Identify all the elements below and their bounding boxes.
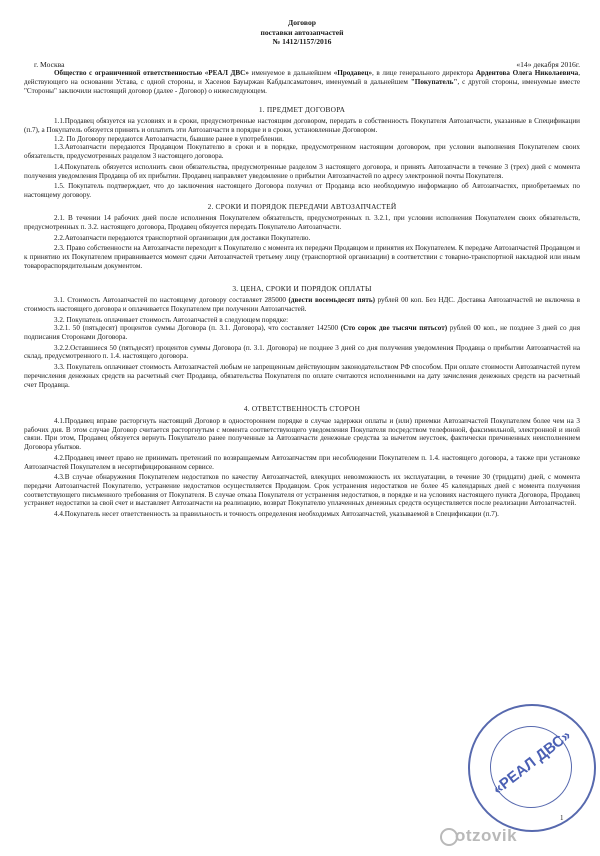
contract-document — [24, 18, 580, 519]
clause-3-2: 3.2. Покупатель оплачивает стоимость Автозапчастей в следующем порядке: — [54, 315, 289, 324]
place-date-row — [24, 61, 580, 70]
watermark-text: otzovik — [455, 826, 518, 845]
clause-4-4: 4.4.Покупатель несет ответственность за правильность и точность определения необходимых Автозапчастей, указываемой в Спецификации (п.7). — [54, 510, 499, 519]
clause-1-3: 1.3.Автозапчасти передаются Продавцом Покупателю в сроки и в порядке, предусмотренном настоящим договором, при условии выполнения Покупателем своих обязательств, предусмотренных разделом 3 настоящего договора. — [24, 143, 580, 161]
seal-text: «РЕАЛ ДВС» — [489, 726, 575, 799]
clause-3-1-text: 3.1. Стоимость Автозапчастей по настоящему договору составляет 285000 — [54, 296, 289, 305]
contract-subtitle: поставки автозапчастей — [260, 27, 344, 37]
buyer-role: "Покупатель" — [410, 78, 458, 87]
clause-1-5: 1.5. Покупатель подтверждает, что до заключения настоящего Договора получил от Продавца всю необходимую информацию об Автозапчастях, приобретаемых по настоящему договору. — [24, 182, 580, 199]
clause-1-2: 1.2. По Договору передаются Автозапчасти, бывшие ранее в употреблении. — [54, 134, 284, 143]
page-number: 1 — [560, 814, 564, 822]
clause-3-2-1-tail: рублей 00 коп., не позднее 3 дней со дня подписания Сторонами Договора. — [24, 324, 580, 342]
intro-text-3: , действующего на основании Устава, с одной стороны, и Хасенов Бауыржан Кабдылсаматович, именуемый в дальнейшем — [24, 69, 580, 87]
clause-2-2: 2.2.Автозапчасти передаются транспортной организации для доставки Покупателю. — [54, 233, 311, 242]
clause-3-1-tail: рублей 00 коп. Без НДС. Доставка Автозапчастей не включена в стоимость настоящего договора и оплачивается Покупателем при получении Автозапчастей. — [24, 296, 580, 313]
clause-4-2: 4.2.Продавец имеет право не принимать претензий по возвращаемым Автозапчастям при несоблюдении Покупателем п. 1.4. настоящего договора, а также при установке Автозапчастей Покупателем в несертифицированном сервисе. — [24, 453, 580, 471]
clause-3-2-1 — [24, 324, 580, 341]
company-seal — [468, 704, 596, 832]
clause-4-3: 4.3.В случае обнаружения Покупателем недостатков по качеству Автозапчастей, влекущих невозможность их эксплуатации, в течение 30 (тридцати) дней, с момента передачи Автозапчастей Покупателю, устранение недостатков осуществляется Продавцом. Срок устранения недостатков не более 45 календарных дней с момента получения соответствующего письменного требования от Покупателя. В случае отказа Покупателя от устранения недостатков, в порядке и на условиях настоящего пункта Договора, Продавец устраняет недостатки за свой счет и выставляет Автозапчасти на реализацию, возврат Покупателю уплаченных денежных средств осуществляется после реализации Автозапчастей. — [24, 473, 580, 508]
clause-4-1: 4.1.Продавец вправе расторгнуть настоящий Договор в одностороннем порядке в случае задержки оплаты и (или) приемки Автозапчастей Покупателем более чем на 3 рабочих дня. В этом случае Договор считается расторгнутым с момента соответствующего уведомления Покупателя посредством телефонной, факсимильной, электронной и иной связи. При этом, Продавец обязуется вернуть Покупателю ранее полученные за Автозапчасти денежные средства за вычетом неустоек, фактически причиненных неисполнением Договора убытков. — [24, 416, 580, 452]
intro-text-1: именуемое в дальнейшем — [248, 69, 334, 78]
intro-text-2: , в лице генерального директора — [372, 69, 476, 78]
clause-3-2-2: 3.2.2.Оставшиеся 50 (пятьдесят) процентов суммы Договора (п. 3.1. Договора) не позднее 3 дней со дня получения уведомления Продавца о прибытии Автозапчастей на склад, предусмотренного п. 1.4. настоящего договора. — [24, 343, 580, 361]
clause-3-1 — [24, 296, 580, 313]
director-name: Ардентова Олега Николаевича — [475, 69, 579, 78]
section-heading-2: 2. СРОКИ И ПОРЯДОК ПЕРЕДАЧИ АВТОЗАПЧАСТЕЙ — [207, 201, 397, 211]
section-heading-3: 3. ЦЕНА, СРОКИ И ПОРЯДОК ОПЛАТЫ — [232, 283, 372, 293]
clause-3-3: 3.3. Покупатель оплачивает стоимость Автозапчастей любым не запрещенным действующим законодательством РФ способом. При оплате стоимости Автозапчастей путем перечисления денежных средств на расчетный счет Продавца, обязательства Покупателя по оплате считаются исполненными на дату зачисления денежных средств на расчетный счет Продавца. — [24, 363, 580, 389]
clause-2-3: 2.3. Право собственности на Автозапчасти переходит к Покупателю с момента их передачи Продавцом и принятия их Покупателем. К передаче Автозапчастей Продавцом и к принятию их Покупателем приравнивается момент сдачи Автозапчастей третьему лицу (транспортной организации) в соответствии с товарно-транспортной накладной или иным товарораспорядительным документом. — [24, 244, 580, 270]
clause-1-4: 1.4.Покупатель обязуется исполнить свои обязательства, предусмотренные разделом 3 настоящего договора, и принять Автозапчасти в течение 3 (трех) дней с момента получения уведомления Продавца об их прибытии. Продавец направляет уведомление о прибытии Автозапчастей по адресу электронной почты Покупателя. — [24, 162, 580, 180]
seller-name: Общество с ограниченной ответственностью «РЕАЛ ДВС» — [54, 69, 249, 78]
intro-paragraph — [24, 69, 580, 95]
intro-text-4: , с другой стороны, именуемые вместе "Стороны" заключили настоящий договор (далее - Договор) о нижеследующем. — [24, 78, 580, 95]
section-heading-1: 1. ПРЕДМЕТ ДОГОВОРА — [258, 104, 346, 114]
clause-1-1: 1.1.Продавец обязуется на условиях и в сроки, предусмотренные настоящим договором, передать в собственность Покупателя Автозапчасти, указанные в Спецификации (п.7), а Покупатель обязуется принять и оплатить эти Автозапчасти в порядке и в сроки, установленные Договором. — [24, 117, 580, 134]
contract-number: № 1412/1157/2016 — [272, 37, 332, 47]
place: г. Москва — [34, 59, 65, 69]
clause-3-2-1-text: 3.2.1. 50 (пятьдесят) процентов суммы Договора (п. 3.1. Договора), что составляет 142500 — [54, 324, 341, 333]
clause-3-1-amount-words: (двести восемьдесят пять) — [288, 296, 376, 305]
contract-title: Договор — [288, 18, 316, 27]
clause-3-2-1-amount-words: (Сто сорок две тысячи пятьсот) — [340, 324, 448, 333]
clause-2-1: 2.1. В течении 14 рабочих дней после исполнения Покупателем обязательств, предусмотренных п. 3.2.1, при условии исполнения Покупателем своих обязательств, предусмотренных п. 3.2. настоящего договора, Продавец обязуется передать Покупателю Автозапчасти. — [24, 214, 580, 232]
section-heading-4: 4. ОТВЕТСТВЕННОСТЬ СТОРОН — [243, 404, 361, 414]
contract-date: «14» декабря 2016г. — [516, 59, 580, 69]
seller-role: «Продавец» — [333, 69, 373, 78]
